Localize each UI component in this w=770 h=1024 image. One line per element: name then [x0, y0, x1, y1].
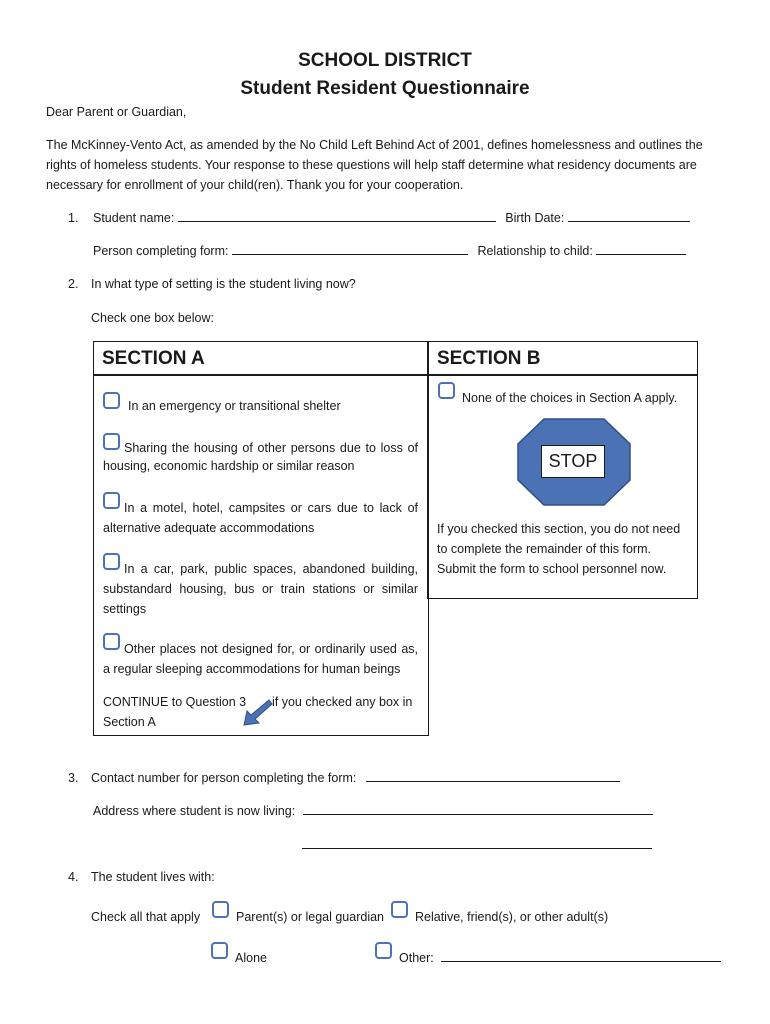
section-b-heading: SECTION B [437, 348, 541, 369]
q2-instruction: Check one box below: [91, 311, 214, 325]
relationship-field[interactable] [596, 241, 686, 255]
option-car-park-line2: substandard housing, bus or train stations or similar [103, 582, 418, 596]
section-b-note-line2: to complete the remainder of this form. [437, 542, 651, 556]
checkbox-emergency-shelter[interactable] [103, 392, 120, 409]
contact-number-label: Contact number for person completing the form: [91, 771, 357, 785]
student-name-label: Student name: [93, 211, 175, 225]
option-motel-hotel-line2: alternative adequate accommodations [103, 521, 315, 535]
continue-text-b: if you checked any box in [272, 695, 413, 709]
option-motel-hotel-line1: In a motel, hotel, campsites or cars due to lack of [124, 501, 418, 515]
q4-instruction: Check all that apply [91, 910, 201, 924]
option-relative-friend: Relative, friend(s), or other adult(s) [415, 910, 609, 924]
checkbox-relative-friend[interactable] [391, 901, 408, 918]
q2-question: In what type of setting is the student living now? [91, 277, 356, 291]
checkbox-car-park[interactable] [103, 553, 120, 570]
q3-contact-row [91, 768, 620, 788]
option-parent-guardian: Parent(s) or legal guardian [236, 910, 384, 924]
birth-date-label: Birth Date: [505, 211, 565, 225]
checkbox-alone[interactable] [211, 942, 228, 959]
intro-line-2: rights of homeless students. Your response to these questions will help staff determine what residency documents are [46, 158, 697, 172]
checkbox-other-places[interactable] [103, 633, 120, 650]
option-other-label: Other: [399, 951, 434, 965]
section-b-note-line3: Submit the form to school personnel now. [437, 562, 667, 576]
salutation: Dear Parent or Guardian, [46, 105, 187, 119]
checkbox-sharing-housing[interactable] [103, 433, 120, 450]
q4-question: The student lives with: [91, 870, 215, 884]
document-subtitle: Student Resident Questionnaire [240, 78, 530, 99]
checkbox-none-apply[interactable] [438, 382, 455, 399]
address-field[interactable] [303, 801, 653, 815]
section-b-note-line1: If you checked this section, you do not need [437, 522, 681, 536]
continue-text-a: CONTINUE to Question 3 [103, 695, 247, 709]
option-car-park-line3: settings [103, 602, 147, 616]
q4-number: 4. [68, 870, 79, 884]
q1-number: 1. [68, 211, 79, 225]
intro-line-1: The McKinney-Vento Act, as amended by the No Child Left Behind Act of 2001, defines homelessness and outlines the [46, 138, 703, 152]
option-other-places-line1: Other places not designed for, or ordinarily used as, [124, 642, 418, 656]
document-title: SCHOOL DISTRICT [298, 50, 472, 71]
q3-number: 3. [68, 771, 79, 785]
option-none-apply: None of the choices in Section A apply. [462, 391, 678, 405]
option-car-park-line1: In a car, park, public spaces, abandoned building, [124, 562, 418, 576]
stop-label: STOP [541, 445, 605, 478]
option-other-row [399, 948, 721, 968]
q1-person-row [93, 241, 686, 261]
section-a-body [93, 374, 429, 736]
q3-address-row [93, 801, 653, 821]
continue-text-c: Section A [103, 715, 156, 729]
person-completing-field[interactable] [232, 241, 468, 255]
birth-date-field[interactable] [568, 208, 690, 222]
other-field[interactable] [441, 948, 721, 962]
arrow-down-left-icon [241, 696, 273, 728]
option-sharing-housing-line2: housing, economic hardship or similar reason [103, 459, 355, 473]
person-completing-label: Person completing form: [93, 244, 229, 258]
option-sharing-housing-line1: Sharing the housing of other persons due to loss of [124, 441, 418, 455]
checkbox-parent-guardian[interactable] [212, 901, 229, 918]
section-a-heading: SECTION A [102, 348, 205, 369]
checkbox-motel-hotel[interactable] [103, 492, 120, 509]
address-label: Address where student is now living: [93, 804, 296, 818]
q2-number: 2. [68, 277, 79, 291]
option-emergency-shelter: In an emergency or transitional shelter [128, 399, 341, 413]
section-a-header [93, 341, 429, 376]
option-other-places-line2: a regular sleeping accommodations for human beings [103, 662, 401, 676]
checkbox-other[interactable] [375, 942, 392, 959]
option-alone: Alone [235, 951, 267, 965]
section-b-header [427, 341, 698, 376]
q1-student-name-row [93, 208, 690, 228]
intro-line-3: necessary for enrollment of your child(ren). Thank you for your cooperation. [46, 178, 464, 192]
relationship-label: Relationship to child: [477, 244, 593, 258]
address-field-line2[interactable] [302, 848, 652, 849]
student-name-field[interactable] [178, 208, 496, 222]
contact-number-field[interactable] [366, 768, 620, 782]
